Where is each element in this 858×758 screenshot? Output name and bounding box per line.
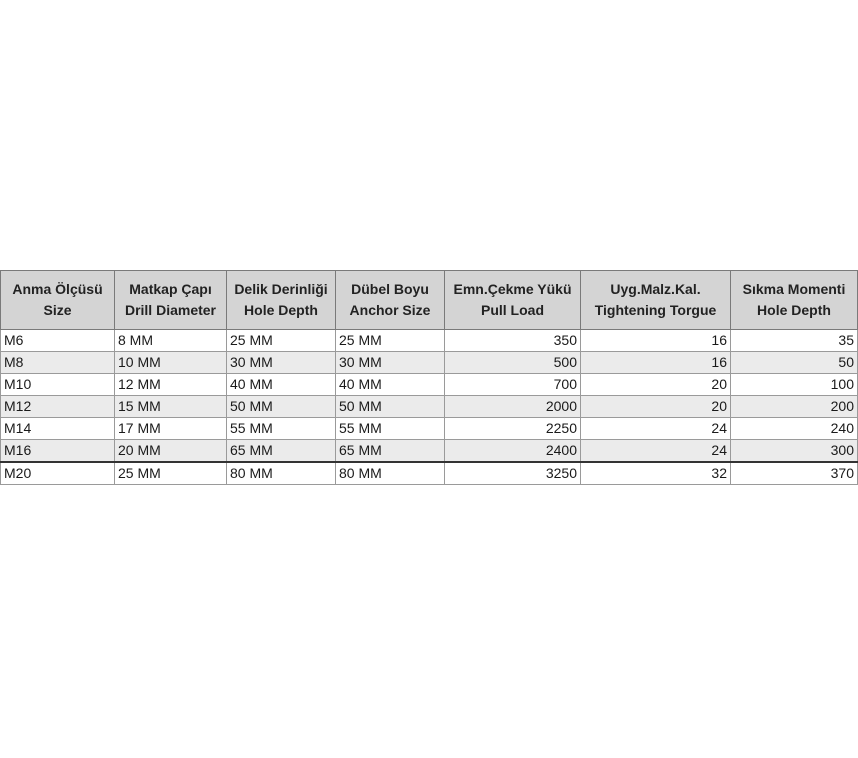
header-anchor-size-en: Anchor Size (349, 302, 431, 318)
header-tightening-moment-en: Hole Depth (757, 302, 831, 318)
header-size-tr: Anma Ölçüsü (12, 281, 103, 297)
header-size-en: Size (43, 302, 72, 318)
header-pull-load (445, 271, 581, 330)
cell-tightening-torque: 16 (581, 352, 731, 374)
cell-hole-depth: 25 MM (227, 330, 336, 352)
cell-tightening-torque: 32 (581, 462, 731, 485)
cell-tightening-torque: 20 (581, 396, 731, 418)
cell-tightening-torque: 24 (581, 418, 731, 440)
table-row (1, 418, 858, 440)
cell-size: M8 (1, 352, 115, 374)
header-drill-diameter (115, 271, 227, 330)
cell-pull-load: 500 (445, 352, 581, 374)
header-tightening-moment (731, 271, 858, 330)
cell-tightening-torque: 16 (581, 330, 731, 352)
anchor-spec-table (0, 270, 858, 485)
cell-pull-load: 2400 (445, 440, 581, 463)
cell-drill-diameter: 20 MM (115, 440, 227, 463)
header-tightening-torque-en: Tightening Torgue (594, 302, 717, 318)
table-body (1, 330, 858, 485)
table-header (1, 271, 858, 330)
cell-tightening-moment: 240 (731, 418, 858, 440)
cell-size: M16 (1, 440, 115, 463)
cell-pull-load: 350 (445, 330, 581, 352)
cell-drill-diameter: 25 MM (115, 462, 227, 485)
table-row (1, 440, 858, 463)
cell-hole-depth: 30 MM (227, 352, 336, 374)
cell-pull-load: 700 (445, 374, 581, 396)
cell-tightening-moment: 300 (731, 440, 858, 463)
header-tightening-torque (581, 271, 731, 330)
cell-anchor-size: 80 MM (336, 462, 445, 485)
cell-tightening-torque: 20 (581, 374, 731, 396)
header-hole-depth-tr: Delik Derinliği (234, 281, 328, 297)
cell-size: M6 (1, 330, 115, 352)
cell-drill-diameter: 15 MM (115, 396, 227, 418)
cell-tightening-moment: 50 (731, 352, 858, 374)
cell-size: M20 (1, 462, 115, 485)
cell-pull-load: 3250 (445, 462, 581, 485)
table-row (1, 462, 858, 485)
cell-pull-load: 2000 (445, 396, 581, 418)
table-row (1, 352, 858, 374)
cell-anchor-size: 65 MM (336, 440, 445, 463)
cell-size: M10 (1, 374, 115, 396)
cell-hole-depth: 40 MM (227, 374, 336, 396)
cell-tightening-moment: 100 (731, 374, 858, 396)
cell-size: M14 (1, 418, 115, 440)
cell-hole-depth: 80 MM (227, 462, 336, 485)
cell-anchor-size: 55 MM (336, 418, 445, 440)
cell-hole-depth: 55 MM (227, 418, 336, 440)
header-drill-diameter-tr: Matkap Çapı (129, 281, 212, 297)
table-row (1, 374, 858, 396)
header-anchor-size-tr: Dübel Boyu (351, 281, 429, 297)
header-drill-diameter-en: Drill Diameter (124, 302, 217, 318)
header-anchor-size (336, 271, 445, 330)
header-pull-load-tr: Emn.Çekme Yükü (453, 281, 572, 297)
table-row (1, 330, 858, 352)
cell-drill-diameter: 8 MM (115, 330, 227, 352)
header-size (1, 271, 115, 330)
header-row (1, 271, 858, 330)
cell-drill-diameter: 10 MM (115, 352, 227, 374)
cell-anchor-size: 30 MM (336, 352, 445, 374)
header-pull-load-en: Pull Load (481, 302, 544, 318)
cell-anchor-size: 50 MM (336, 396, 445, 418)
cell-anchor-size: 25 MM (336, 330, 445, 352)
cell-hole-depth: 65 MM (227, 440, 336, 463)
cell-anchor-size: 40 MM (336, 374, 445, 396)
cell-tightening-moment: 35 (731, 330, 858, 352)
header-hole-depth-en: Hole Depth (244, 302, 318, 318)
cell-drill-diameter: 12 MM (115, 374, 227, 396)
cell-hole-depth: 50 MM (227, 396, 336, 418)
cell-pull-load: 2250 (445, 418, 581, 440)
table-row (1, 396, 858, 418)
cell-tightening-torque: 24 (581, 440, 731, 463)
header-hole-depth (227, 271, 336, 330)
cell-size: M12 (1, 396, 115, 418)
cell-tightening-moment: 370 (731, 462, 858, 485)
cell-tightening-moment: 200 (731, 396, 858, 418)
header-tightening-moment-tr: Sıkma Momenti (742, 281, 846, 297)
header-tightening-torque-tr: Uyg.Malz.Kal. (610, 281, 701, 297)
cell-drill-diameter: 17 MM (115, 418, 227, 440)
